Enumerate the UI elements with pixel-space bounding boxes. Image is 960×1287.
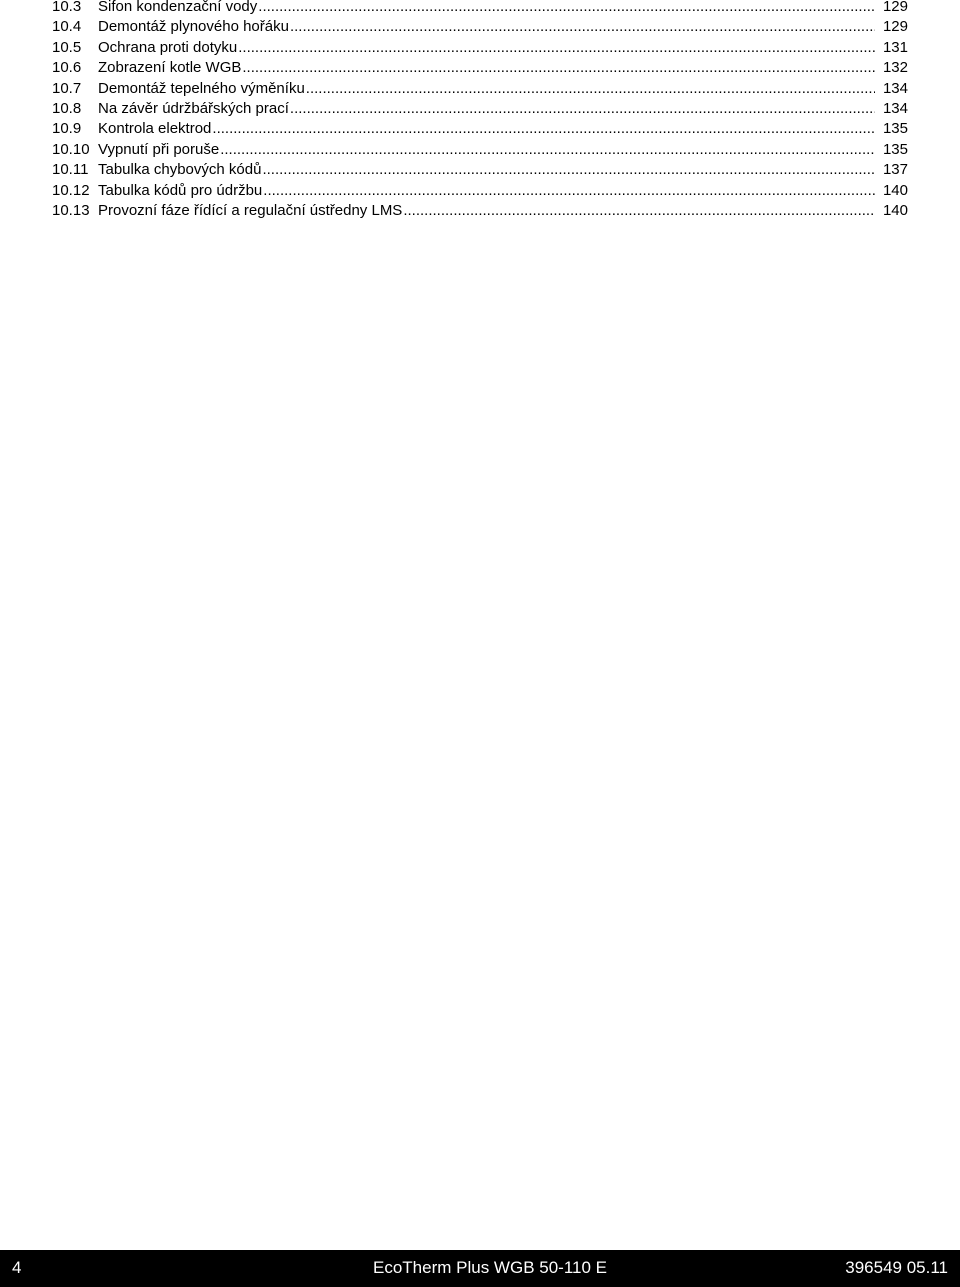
toc-entry-page: 135 xyxy=(882,120,908,138)
toc-entry-title: Tabulka kódů pro údržbu xyxy=(98,181,263,199)
toc-entry-title: Vypnutí při poruše xyxy=(98,140,220,158)
toc-entry-number: 10.13 xyxy=(52,201,90,219)
table-of-contents xyxy=(52,0,908,221)
toc-dot-leader xyxy=(220,140,875,160)
toc-entry-page: 135 xyxy=(882,140,908,158)
toc-dot-leader xyxy=(290,17,875,37)
toc-entry-number: 10.3 xyxy=(52,0,82,15)
toc-entry-title: Demontáž plynového hořáku xyxy=(98,18,289,36)
toc-entry-number: 10.11 xyxy=(52,161,89,179)
toc-entry[interactable] xyxy=(52,38,908,58)
toc-entry-page: 134 xyxy=(882,99,908,117)
toc-entry-number: 10.4 xyxy=(52,18,82,36)
toc-dot-leader xyxy=(242,58,875,78)
toc-entry-number: 10.7 xyxy=(52,79,82,97)
toc-entry[interactable] xyxy=(52,0,908,17)
footer-document-code: 396549 05.11 xyxy=(845,1258,948,1277)
toc-entry-page: 131 xyxy=(882,38,908,56)
toc-entry-title: Demontáž tepelného výměníku xyxy=(98,79,305,97)
toc-entry-title: Sifon kondenzační vody xyxy=(98,0,258,15)
page-footer xyxy=(0,1250,960,1287)
toc-dot-leader xyxy=(403,201,875,221)
toc-entry[interactable] xyxy=(52,79,908,99)
toc-entry[interactable] xyxy=(52,99,908,119)
toc-entry-page: 134 xyxy=(882,79,908,97)
toc-dot-leader xyxy=(290,99,875,119)
toc-entry-title: Ochrana proti dotyku xyxy=(98,38,238,56)
toc-dot-leader xyxy=(238,38,875,58)
toc-entry-number: 10.6 xyxy=(52,59,82,77)
toc-entry[interactable] xyxy=(52,181,908,201)
toc-entry[interactable] xyxy=(52,140,908,160)
toc-entry[interactable] xyxy=(52,201,908,221)
toc-entry[interactable] xyxy=(52,58,908,78)
toc-entry-page: 132 xyxy=(882,59,908,77)
toc-entry-number: 10.5 xyxy=(52,38,82,56)
toc-entry-number: 10.12 xyxy=(52,181,90,199)
toc-entry[interactable] xyxy=(52,17,908,37)
toc-entry-number: 10.9 xyxy=(52,120,82,138)
toc-entry-number: 10.8 xyxy=(52,99,82,117)
toc-entry-title: Provozní fáze řídící a regulační ústředny LMS xyxy=(98,201,403,219)
footer-page-number: 4 xyxy=(12,1258,22,1277)
toc-entry-page: 140 xyxy=(882,201,908,219)
toc-entry-title: Na závěr údržbářských prací xyxy=(98,99,289,117)
footer-product-name: EcoTherm Plus WGB 50-110 E xyxy=(373,1258,607,1277)
toc-entry[interactable] xyxy=(52,160,908,180)
toc-dot-leader xyxy=(306,79,875,99)
toc-entry-number: 10.10 xyxy=(52,140,90,158)
toc-entry-title: Zobrazení kotle WGB xyxy=(98,59,242,77)
toc-entry-page: 140 xyxy=(882,181,908,199)
toc-entry[interactable] xyxy=(52,119,908,139)
toc-dot-leader xyxy=(263,181,875,201)
toc-entry-page: 129 xyxy=(882,0,908,15)
toc-dot-leader xyxy=(258,0,875,17)
toc-entry-title: Kontrola elektrod xyxy=(98,120,212,138)
toc-entry-title: Tabulka chybových kódů xyxy=(98,161,262,179)
toc-dot-leader xyxy=(262,160,875,180)
toc-dot-leader xyxy=(212,119,875,139)
toc-entry-page: 129 xyxy=(882,18,908,36)
toc-entry-page: 137 xyxy=(882,161,908,179)
